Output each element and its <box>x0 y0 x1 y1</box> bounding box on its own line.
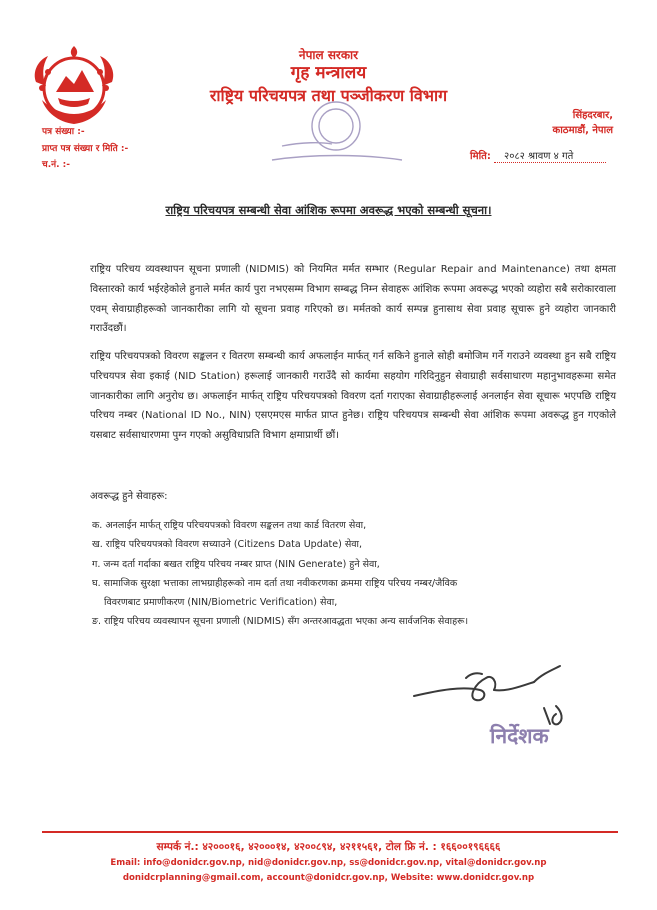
government-name: नेपाल सरकार <box>298 48 359 62</box>
address-line-1: सिंहदरबार, <box>572 110 613 121</box>
department-name: राष्ट्रिय परिचयपत्र तथा पञ्जीकरण विभाग <box>209 86 448 105</box>
notice-subject: राष्ट्रिय परिचयपत्र सम्बन्धी सेवा आंशिक रूपमा अवरूद्ध भएको सम्बन्धी सूचना। <box>165 203 492 217</box>
list-item: ख. राष्ट्रिय परिचयपत्रको विवरण सच्याउने (Citizens Data Update) सेवा, <box>92 539 363 551</box>
list-item: ग. जन्म दर्ता गर्दाका बखत राष्ट्रिय परिचय नम्बर प्राप्त (NIN Generate) हुने सेवा, <box>92 558 380 570</box>
footer-divider <box>42 831 618 833</box>
list-item: ङ. राष्ट्रिय परिचय व्यवस्थापन सूचना प्रणाली (NIDMIS) सँग अन्तरआवद्धता भएका अन्य सार्वजनिक सेवाहरू। <box>92 616 469 628</box>
services-list <box>92 516 632 632</box>
received-letter-label: प्राप्त पत्र संख्या र मिति :- <box>42 144 129 154</box>
body-paragraph-2: राष्ट्रिय परिचयपत्रको विवरण सङ्कलन र वितरण सम्बन्धी कार्य अफलाईन मार्फत् गर्न सकिने हुनाले सोही बमोजिम गर्ने गराउने व्यवस्था हुन सबै राष्ट्रिय परिचयपत्र सेवा इकाई (NID Station) हरूलाई जानकारी गराउँदै सो कार्यमा सहयोग गरिदिनुहुन सेवाग्राही सर्वसाधारण महानुभावहरूमा समेत जानकारीका लागि अनुरोध छ। अफलाईन मार्फत् राष्ट्रिय परिचयपत्रको विवरण दर्ता गराएका सेवाग्राहीहरूलाई अनलाईन सेवा सूचारू भएपछि राष्ट्रिय परिचय नम्बर (National ID No., NIN) एसएमएस मार्फत प्राप्त हुनेछ। राष्ट्रिय परिचयपत्र सम्बन्धी सेवा आंशिक रूपमा अवरूद्ध हुन गएकोले यसबाट सर्वसाधारणमा पुग्न गएको असुविधाप्रति विभाग क्षमाप्रार्थी छौं। <box>90 351 616 442</box>
footer-email-2: donidcrplanning@gmail.com, account@donidcr.gov.np, Website: www.donidcr.gov.np <box>122 873 535 883</box>
body-paragraph-1: राष्ट्रिय परिचय व्यवस्थापन सूचना प्रणाली (NIDMIS) को नियमित मर्मत सम्भार (Regular Repair and Maintenance) तथा क्षमता विस्तारको कार्य भईरहेकोले हुनाले मर्मत कार्य पुरा नभएसम्म विभाग सम्बद्ध निम्न सेवाहरू आंशिक रूपमा अवरूद्ध भएको व्यहोरा सबै सरोकारवाला एवम् सेवाग्राहीहरूको जानकारीका लागि यो सूचना प्रवाह गरिएको छ। मर्मतको कार्य सम्पन्न हुनासाथ सेवा प्रवाह सूचारू हुने व्यहोरा जानकारी गराउँदछौं। <box>90 264 616 335</box>
ministry-name: गृह मन्त्रालय <box>290 63 367 83</box>
footer-phone: सम्पर्क नं.: ४२०००१६, ४२०००१४, ४२००८९४, ४२११५६१, टोल फ्रि नं. : १६६००१९६६६६ <box>156 841 501 853</box>
list-item: विवरणबाट प्रमाणीकरण (NIN/Biometric Verification) सेवा, <box>104 597 338 609</box>
designation-stamp: निर्देशक <box>490 724 549 748</box>
address-line-2: काठमाडौं, नेपाल <box>552 125 613 136</box>
date-value: २०८२ श्रावण ४ गते <box>494 148 606 163</box>
signature-icon <box>410 660 580 730</box>
office-stamp-icon <box>262 96 412 168</box>
date-label: मिति: <box>470 151 491 162</box>
letter-number-label: पत्र संख्या :- <box>42 127 85 137</box>
list-item: क. अनलाईन मार्फत् राष्ट्रिय परिचयपत्रको विवरण सङ्कलन तथा कार्ड वितरण सेवा, <box>92 520 367 531</box>
date-row <box>470 148 606 163</box>
list-item: घ. सामाजिक सुरक्षा भत्ताका लाभग्राहीहरूको नाम दर्ता तथा नवीकरणका क्रममा राष्ट्रिय परिचय नम्बर/जैविक <box>92 577 458 589</box>
services-title: अवरूद्ध हुने सेवाहरू: <box>90 491 168 502</box>
footer-email-1: Email: info@donidcr.gov.np, nid@donidcr.gov.np, ss@donidcr.gov.np, vital@donidcr.gov.np <box>110 858 547 868</box>
dispatch-number-label: च.नं. :- <box>42 160 71 170</box>
